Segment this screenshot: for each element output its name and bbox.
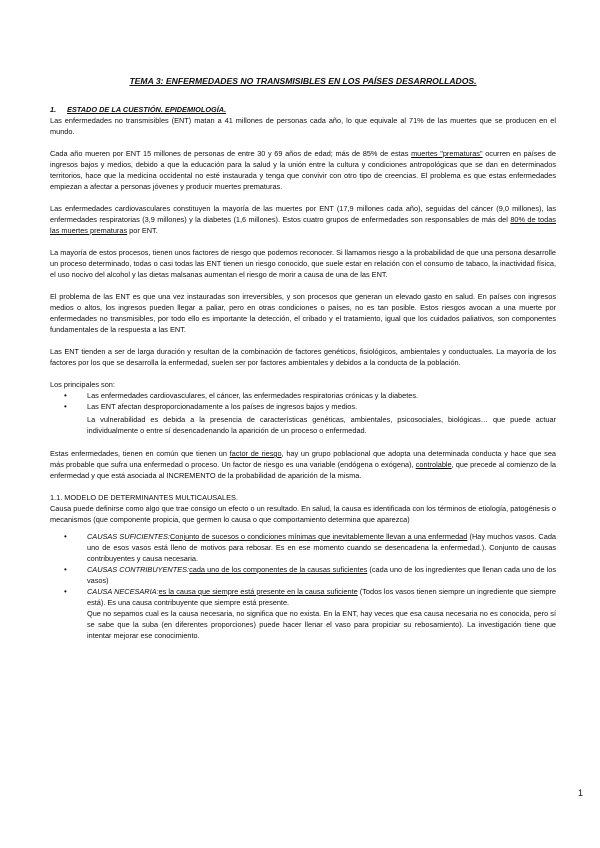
- underlined-text: 80% de todas las muertes prematuras: [50, 215, 556, 235]
- list-item: • Las enfermedades cardiovasculares, el cáncer, las enfermedades respiratorias crónicas y la diabetes.: [50, 390, 556, 401]
- paragraph-vulnerability: La vulnerabilidad es debida a la presencia de características genéticas, ambientales, psicosociales, biológicas… que puede actuar individualmente o entre sí desencadenando la aparición de un proceso o enfermedad.: [87, 415, 556, 435]
- causes-list: [50, 531, 556, 608]
- document-title: TEMA 3: ENFERMEDADES NO TRANSMISIBLES EN LOS PAÍSES DESARROLLADOS.: [129, 76, 477, 86]
- text-run: (Hay muchos vasos. Cada uno de esos vasos está lleno de motivos para rebosar. Es en ese momento cuando se desencadena la enfermedad.). Conjunto de causas contribuyentes y causa necesaria.: [87, 532, 556, 563]
- text-run: Las enfermedades cardiovasculares constituyen la mayoría de las muertes por ENT (17,9 millones cada año), seguidas del cáncer (9,0 millones), las enfermedades respiratorias (3,9 millones) y la diabetes (1,6 millones). Estos cuatro grupos de enfermedades son responsables de más del: [50, 204, 556, 224]
- list-item-causa-necesaria: [50, 586, 556, 608]
- text-run: Estas enfermedades, tienen en común que tienen un: [50, 449, 230, 458]
- paragraph-ent-deaths: Las enfermedades no transmisibles (ENT) matan a 41 millones de personas cada año, lo que equivale al 71% de las muertes que se producen en el mundo.: [50, 116, 556, 136]
- list-item-causas-suficientes: [50, 531, 556, 564]
- paragraph-long-duration: Las ENT tienden a ser de larga duración y resultan de la combinación de factores genéticos, fisiológicos, ambientales y conductuales. La mayoría de los factores por los que se desarrolla la enfermedad, suelen ser por factores ambientales y debidos a la conducta de la población.: [50, 347, 556, 367]
- underlined-text: Conjunto de sucesos o condiciones mínimas que inevitablemente llevan a una enfermedad: [169, 532, 468, 541]
- paragraph-necesaria-note: Que no sepamos cual es la causa necesaria, no significa que no exista. En la ENT, hay veces que esa causa necesaria no es conocida, pero sí se sabe que la suba (en diferentes proporciones) puede hacer llenar el vaso para propiciar su rebosamiento). La investigación tiene que intentar mejorar ese conocimiento.: [87, 609, 556, 640]
- underlined-text: muertes "prematuras": [411, 149, 483, 158]
- underlined-text: factor de riesgo: [229, 449, 282, 458]
- item-label: CAUSAS SUFICIENTES:: [87, 532, 170, 541]
- text-run: (Todos los vasos tienen siempre un ingrediente que siempre está). Es una causa contribuyente que siempre está presente.: [87, 587, 557, 607]
- text-run: ocurren en países de ingresos bajos y medios, debido a que la educación para la salud y la unión entre la cultura y condiciones antropológicas que se dan en determinados territorios, hace que la medicina occidental no esté instaurada y tenga que convivir con otro tipo de creencias. El problema es que estas enfermedades empiezan a afectar a personas jóvenes y producir muertes prematuras.: [50, 149, 556, 191]
- section-1-1-heading: 1.1. MODELO DE DETERMINANTES MULTICAUSALES.: [50, 493, 238, 502]
- principales-list: [50, 390, 556, 412]
- list-item: • Las ENT afectan desproporcionadamente a los países de ingresos bajos y medios.: [50, 401, 556, 412]
- paragraph-factor-riesgo: [50, 448, 556, 481]
- paragraph-premature-deaths: [50, 148, 556, 192]
- text-run: , hay un grupo poblacional que adopta una determinada conducta y hace que sea más probable que sufra una enfermedad o proceso. Un factor de riesgo es una variable (endógena o exógena),: [50, 449, 557, 469]
- text-run: , que precede al comienzo de la enfermedad y que está asociada al INCREMENTO de la probabilidad de aparición de la misma.: [50, 460, 556, 480]
- underlined-text: controlable: [415, 460, 452, 469]
- text-run: por ENT.: [127, 226, 158, 235]
- list-item-causas-contribuyentes: [50, 564, 556, 586]
- section-1-heading-text: ESTADO DE LA CUESTIÓN. EPIDEMIOLOGÍA.: [67, 105, 227, 114]
- text-run: (cada uno de los ingredientes que llenan cada uno de los vasos): [87, 565, 556, 585]
- item-label: CAUSA NECESARIA:: [87, 587, 159, 596]
- section-1-heading: [50, 104, 556, 115]
- page-number: 1: [577, 788, 583, 798]
- paragraph-causa-definition: Causa puede definirse como algo que trae consigo un efecto o un resultado. En salud, la causa es identificada con los términos de etiología, patogénesis o mecanismos (que componente propicia, que germen lo causa o que comportamiento determina que aparezca): [50, 504, 556, 524]
- paragraph-cardiovascular: [50, 203, 556, 236]
- section-1-number: 1.: [50, 105, 57, 114]
- underlined-text: cada uno de los componentes de la causas suficientes: [189, 565, 368, 574]
- principales-label: Los principales son:: [50, 380, 115, 389]
- underlined-text: es la causa que siempre está presente en la causa suficiente: [158, 587, 358, 596]
- text-run: Cada año mueren por ENT 15 millones de personas de entre 30 y 69 años de edad; más de 85% de estas: [50, 149, 412, 158]
- paragraph-irreversible: El problema de las ENT es que una vez instauradas son irreversibles, y son procesos que generan un elevado gasto en salud. En países con ingresos medios o altos, los ingresos pueden llegar a paliar, pero en otras condiciones o países, no es tan posible. Estos riesgos avocan a una muerte por enfermedades no transmisibles, por todo ello es importante la detección, el cribado y el tratamiento, igual que los cuidados paliativos, son componentes fundamentales de la respuesta a las ENT.: [50, 292, 556, 334]
- item-label: CAUSAS CONTRIBUYENTES:: [87, 565, 190, 574]
- paragraph-risk-factors: La mayoría de estos procesos, tienen unos factores de riesgo que podemos reconocer. Si llamamos riesgo a la probabilidad de que una persona desarrolle un proceso determinado, todas o casi todas las ENT tienen un riesgo conocido, que suele estar en relación con el consumo de tabaco, la inactividad física, el uso nocivo del alcohol y las dietas malsanas aumentan el riesgo de morir a causa de una de las ENT.: [50, 248, 556, 279]
- document-page: [50, 76, 556, 641]
